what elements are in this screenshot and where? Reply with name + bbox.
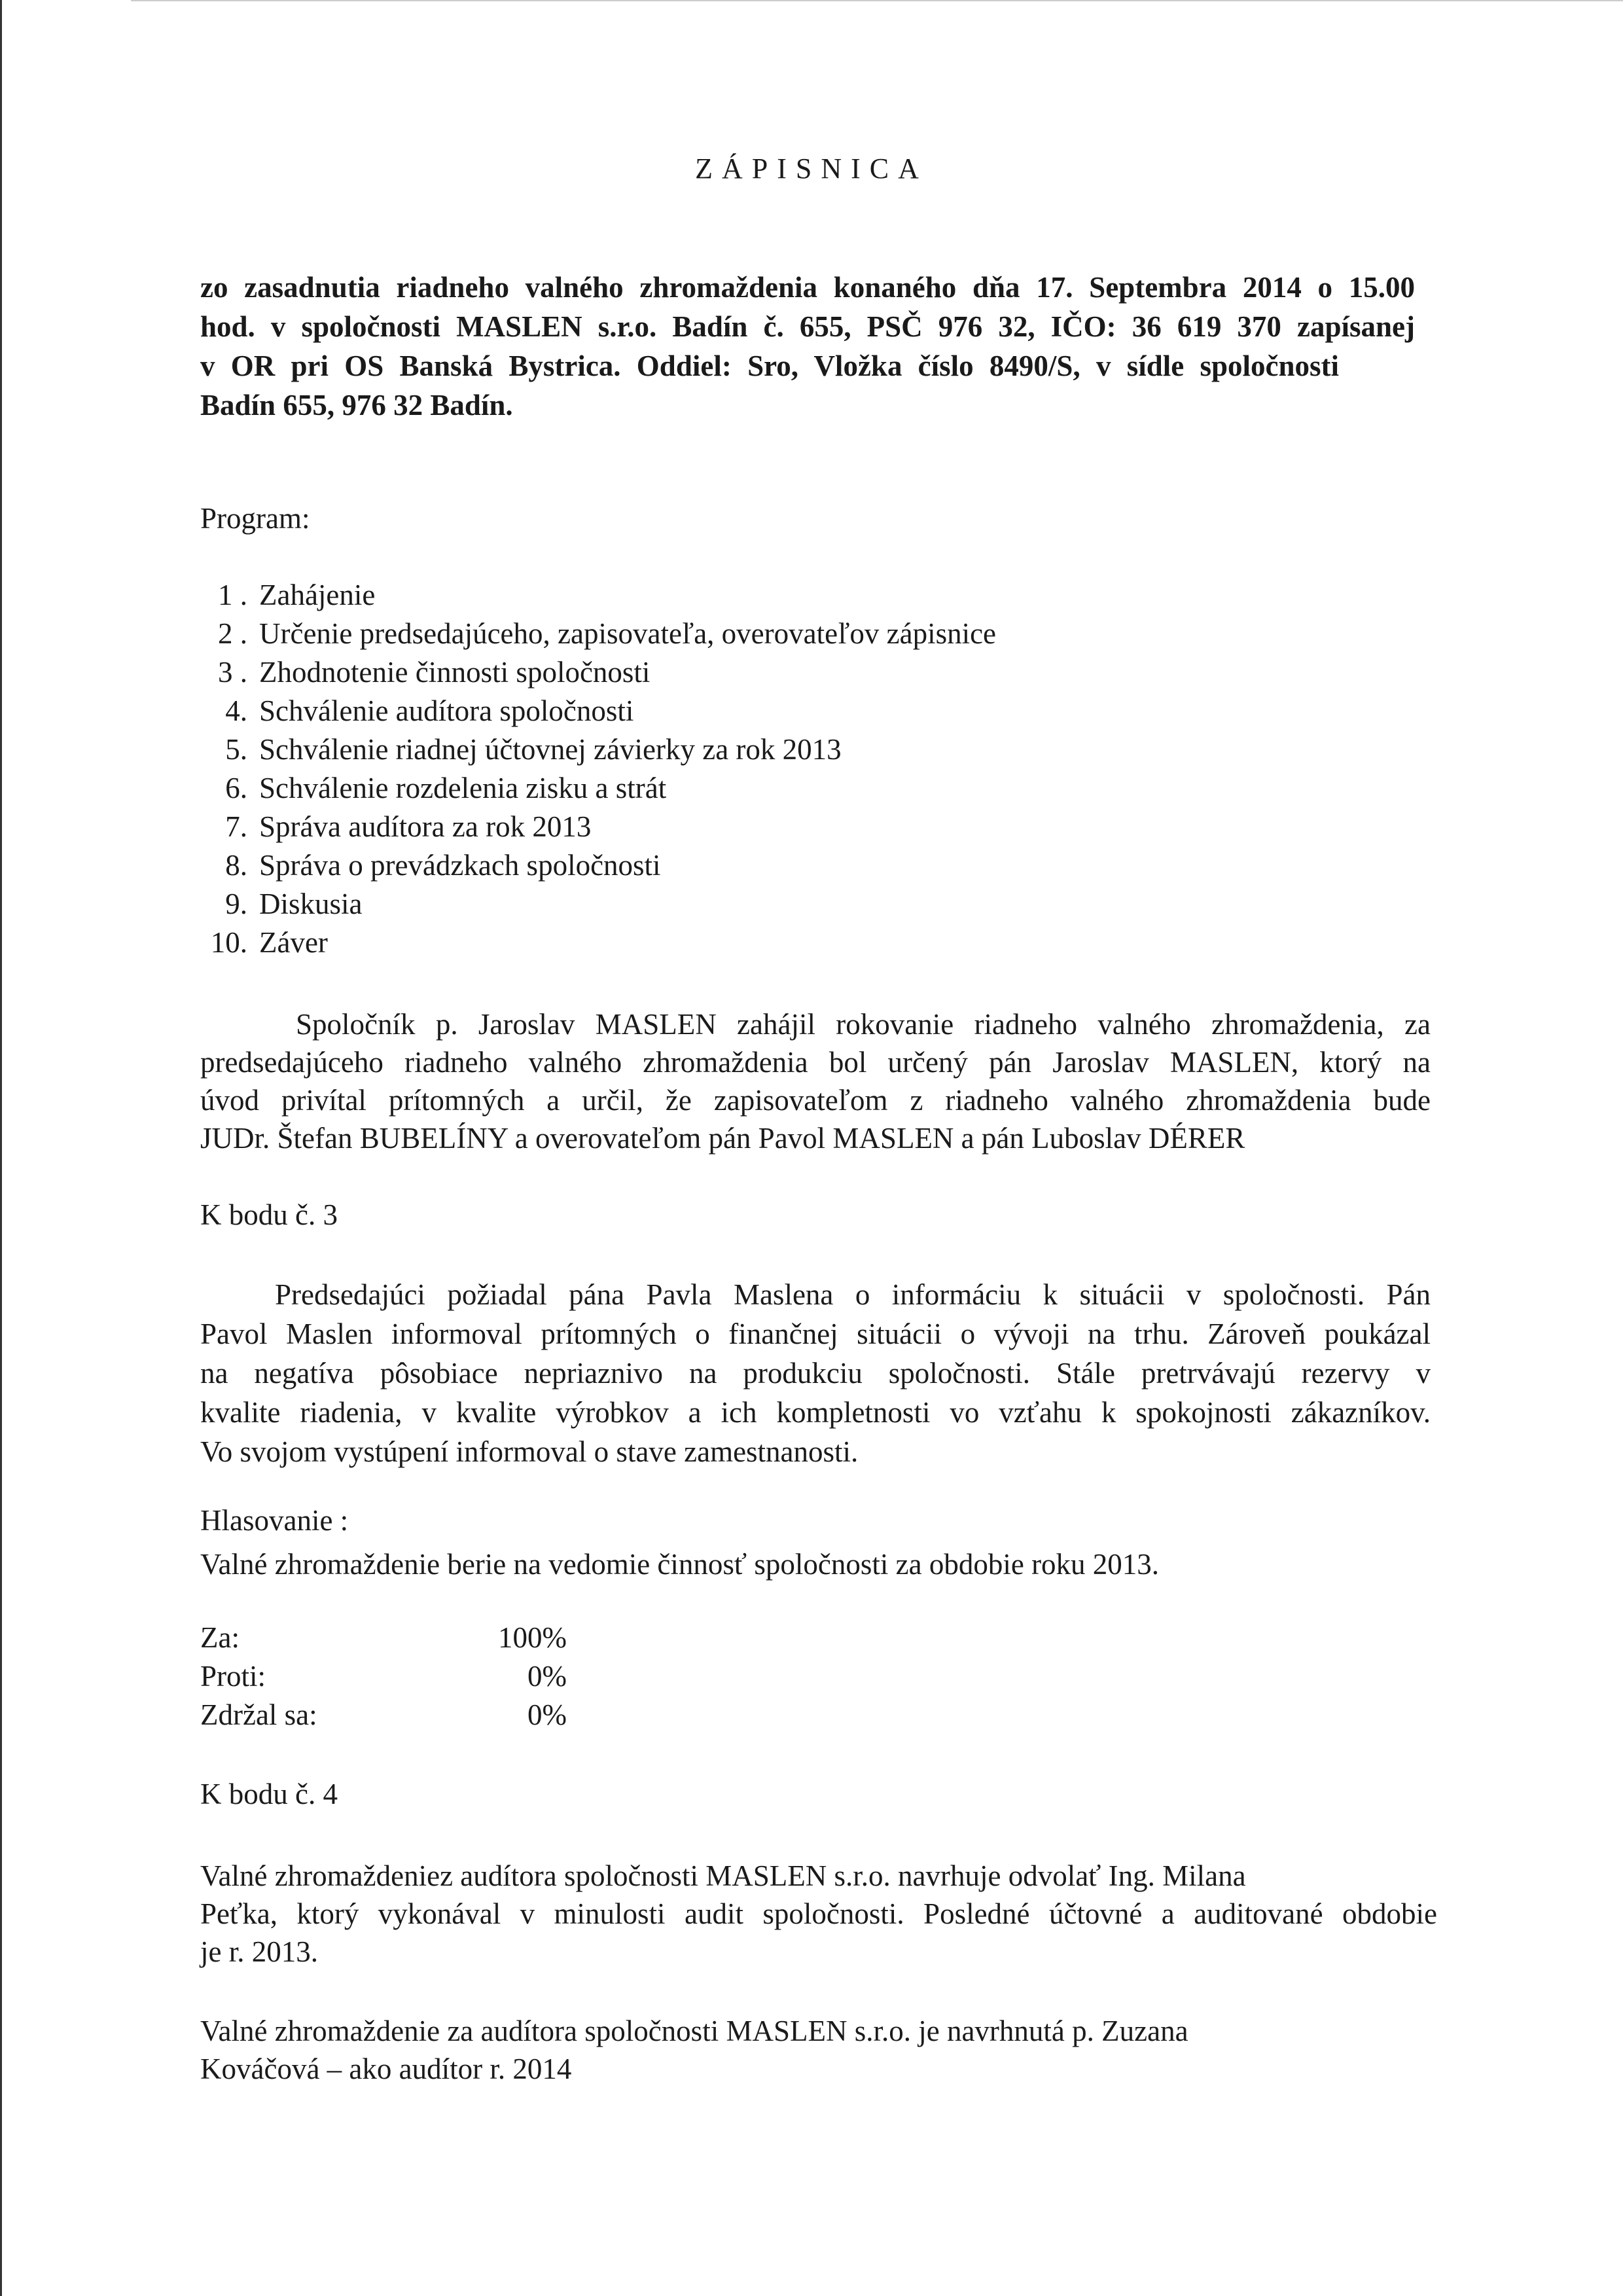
- intro-line: zo zasadnutia riadneho valného zhromaždenia konaného dňa 17. Septembra 2014 o 15.00: [200, 271, 1415, 304]
- program-item-text: Záver: [259, 926, 328, 959]
- paragraph-line: na negatíva pôsobiace nepriaznivo na produkciu spoločnosti. Stále pretrvávajú rezervy v: [200, 1357, 1431, 1390]
- program-heading: Program:: [200, 502, 310, 535]
- paragraph-line: Pavol Maslen informoval prítomných o finančnej situácii o vývoji na trhu. Zároveň poukázal: [200, 1318, 1431, 1350]
- program-item-text: Určenie predsedajúceho, zapisovateľa, overovateľov zápisnice: [259, 617, 997, 650]
- program-item: [196, 576, 996, 615]
- program-item-number: 6.: [225, 772, 247, 804]
- program-item-number: 9.: [225, 888, 247, 920]
- vote-row-against: [200, 1657, 567, 1696]
- program-list: [196, 576, 996, 962]
- program-item-text: Schválenie rozdelenia zisku a strát: [259, 772, 667, 804]
- program-item-text: Správa o prevádzkach spoločnosti: [259, 849, 661, 882]
- paragraph-line: JUDr. Štefan BUBELÍNY a overovateľom pán Pavol MASLEN a pán Luboslav DÉRER: [200, 1122, 1245, 1155]
- paragraph-line: kvalite riadenia, v kvalite výrobkov a ich kompletnosti vo vzťahu k spokojnosti zákazníkov.: [200, 1396, 1431, 1429]
- paragraph-line: úvod privítal prítomných a určil, že zapisovateľom z riadneho valného zhromaždenia bude: [200, 1084, 1431, 1117]
- vote-heading: Hlasovanie :: [200, 1504, 349, 1537]
- scan-edge: [0, 0, 2, 2296]
- paragraph-line: je r. 2013.: [200, 1935, 318, 1968]
- paragraph-line: Valné zhromaždenie za audítora spoločnosti MASLEN s.r.o. je navrhnutá p. Zuzana: [200, 2015, 1188, 2047]
- program-item-text: Správa audítora za rok 2013: [259, 810, 592, 843]
- paragraph-line: Vo svojom vystúpení informoval o stave zamestnanosti.: [200, 1435, 859, 1468]
- vote-label: Za:: [200, 1621, 240, 1654]
- program-item-text: Schválenie riadnej účtovnej závierky za rok 2013: [259, 733, 842, 766]
- intro-line: v OR pri OS Banská Bystrica. Oddiel: Sro, Vložka číslo 8490/S, v sídle spoločnosti: [200, 350, 1339, 382]
- program-item: [196, 808, 996, 846]
- intro-line: hod. v spoločnosti MASLEN s.r.o. Badín č. 655, PSČ 976 32, IČO: 36 619 370 zapísanej: [200, 310, 1415, 343]
- program-item-number: 1 .: [218, 579, 247, 611]
- scan-edge-top: [131, 0, 1623, 1]
- vote-row-abstain: [200, 1696, 567, 1734]
- program-item: [196, 653, 996, 692]
- program-item-number: 2 .: [218, 617, 247, 650]
- point4-paragraph: [200, 1857, 1437, 1971]
- program-item: [196, 615, 996, 653]
- program-item-number: 4.: [225, 694, 247, 727]
- paragraph-line: Spoločník p. Jaroslav MASLEN zahájil rokovanie riadneho valného zhromaždenia, za: [296, 1008, 1431, 1041]
- vote-label: Zdržal sa:: [200, 1698, 317, 1731]
- program-item-number: 3 .: [218, 656, 247, 689]
- vote-value: 0%: [527, 1660, 567, 1693]
- paragraph-line: Peťka, ktorý vykonával v minulosti audit spoločnosti. Posledné účtovné a auditované obdobie: [200, 1897, 1437, 1930]
- point3-heading: K bodu č. 3: [200, 1198, 338, 1231]
- program-item: [196, 692, 996, 730]
- program-item: [196, 730, 996, 769]
- document-title: ZÁPISNICA: [695, 152, 928, 185]
- paragraph-line: Valné zhromaždeniez audítora spoločnosti MASLEN s.r.o. navrhuje odvolať Ing. Milana: [200, 1859, 1246, 1892]
- point4b-paragraph: [200, 2012, 1437, 2088]
- vote-value: 100%: [498, 1621, 567, 1654]
- vote-label: Proti:: [200, 1660, 266, 1693]
- intro-line: Badín 655, 976 32 Badín.: [200, 389, 513, 422]
- vote-value: 0%: [527, 1698, 567, 1731]
- paragraph-line: Kováčová – ako audítor r. 2014: [200, 2053, 572, 2085]
- program-item: [196, 769, 996, 808]
- program-item-number: 5.: [225, 733, 247, 766]
- paragraph-line: Predsedajúci požiadal pána Pavla Maslena o informáciu k situácii v spoločnosti. Pán: [275, 1278, 1431, 1311]
- program-item-number: 7.: [225, 810, 247, 843]
- program-item-number: 10.: [210, 926, 247, 959]
- vote-results: [200, 1619, 567, 1734]
- point4-heading: K bodu č. 4: [200, 1778, 338, 1810]
- program-item-number: 8.: [225, 849, 247, 882]
- program-item-text: Schválenie audítora spoločnosti: [259, 694, 634, 727]
- opening-paragraph: [200, 1005, 1431, 1157]
- paragraph-line: predsedajúceho riadneho valného zhromaždenia bol určený pán Jaroslav MASLEN, ktorý na: [200, 1046, 1431, 1079]
- program-item: [196, 885, 996, 924]
- point3-paragraph: [200, 1275, 1431, 1471]
- vote-resolution: Valné zhromaždenie berie na vedomie činnosť spoločnosti za obdobie roku 2013.: [200, 1548, 1160, 1581]
- intro-paragraph: [200, 268, 1415, 425]
- vote-row-for: [200, 1619, 567, 1657]
- program-item-text: Zahájenie: [259, 579, 376, 611]
- program-item: [196, 924, 996, 962]
- program-item: [196, 846, 996, 885]
- program-item-text: Zhodnotenie činnosti spoločnosti: [259, 656, 651, 689]
- program-item-text: Diskusia: [259, 888, 363, 920]
